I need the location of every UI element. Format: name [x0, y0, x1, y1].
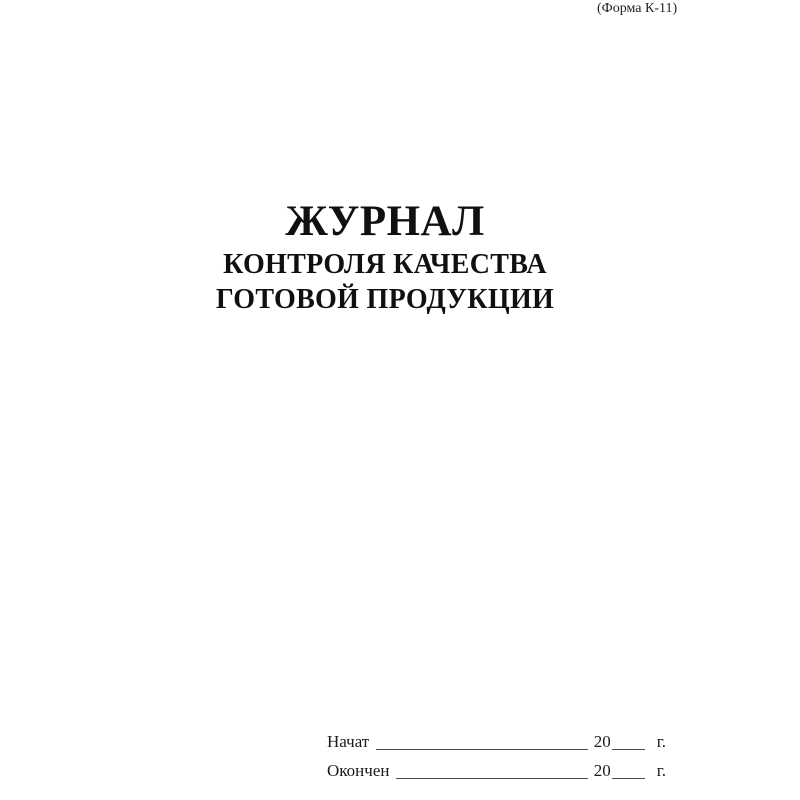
started-date-blank-line — [376, 747, 587, 750]
date-fill-section — [327, 727, 666, 785]
title-block — [0, 199, 770, 315]
document-title: ЖУРНАЛ — [285, 198, 485, 245]
finished-date-blank-line — [396, 776, 587, 779]
document-subtitle-line-1: КОНТРОЛЯ КАЧЕСТВА — [223, 249, 547, 280]
form-code-label: (Форма К-11) — [597, 1, 678, 16]
started-year-blank-line — [612, 747, 645, 750]
finished-label: Окончен — [327, 761, 390, 780]
started-date-row — [327, 727, 666, 756]
document-subtitle-line-2: ГОТОВОЙ ПРОДУКЦИИ — [215, 284, 555, 315]
finished-date-row — [327, 756, 666, 785]
started-label: Начат — [327, 732, 370, 751]
started-year-suffix: г. — [656, 732, 666, 751]
finished-year-prefix: 20 — [593, 761, 611, 780]
finished-year-blank-line — [612, 776, 645, 779]
started-year-prefix: 20 — [593, 732, 611, 751]
finished-year-suffix: г. — [656, 761, 666, 780]
